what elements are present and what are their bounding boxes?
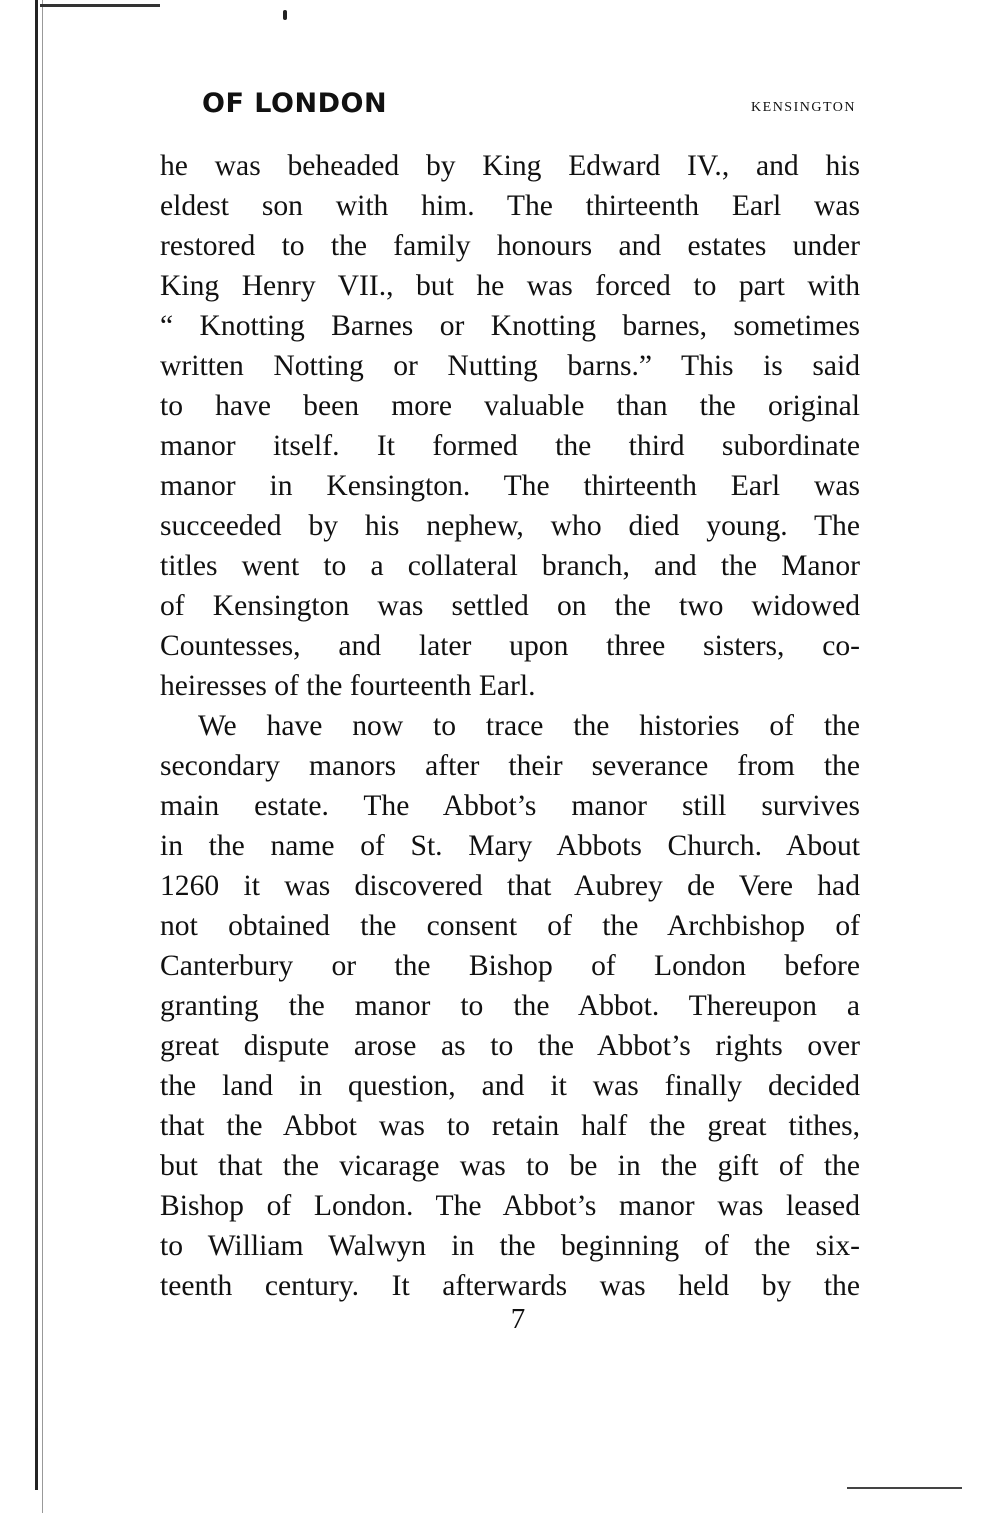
scan-edge-shadow xyxy=(35,0,38,1490)
text-line: to William Walwyn in the beginning of the six- xyxy=(160,1230,860,1262)
text-line: written Notting or Nutting barns.” This is said xyxy=(160,350,860,382)
scan-top-mark xyxy=(40,4,160,7)
page-number: 7 xyxy=(510,1303,526,1335)
text-line: but that the vicarage was to be in the gift of the xyxy=(160,1150,860,1182)
text-line: 1260 it was discovered that Aubrey de Vere had xyxy=(160,870,860,902)
text-line: main estate. The Abbot’s manor still survives xyxy=(160,790,860,822)
running-head-section: KENSINGTON xyxy=(751,100,856,115)
running-head xyxy=(160,88,860,128)
text-line: manor in Kensington. The thirteenth Earl was xyxy=(160,470,860,502)
text-line: in the name of St. Mary Abbots Church. About xyxy=(160,830,860,862)
text-line: Bishop of London. The Abbot’s manor was leased xyxy=(160,1190,860,1222)
text-line: of Kensington was settled on the two widowed xyxy=(160,590,860,622)
text-line: Countesses, and later upon three sisters, co- xyxy=(160,630,860,662)
text-line: Canterbury or the Bishop of London before xyxy=(160,950,860,982)
text-line: that the Abbot was to retain half the great tithes, xyxy=(160,1110,860,1142)
text-line: succeeded by his nephew, who died young. The xyxy=(160,510,860,542)
text-line: titles went to a collateral branch, and the Manor xyxy=(160,550,860,582)
text-line: great dispute arose as to the Abbot’s rights over xyxy=(160,1030,860,1062)
body-text xyxy=(160,146,860,1306)
text-line: restored to the family honours and estates under xyxy=(160,230,860,262)
scan-dot-mark xyxy=(283,10,287,20)
text-line: not obtained the consent of the Archbishop of xyxy=(160,910,860,942)
text-line: he was beheaded by King Edward IV., and his xyxy=(160,150,860,182)
text-line: to have been more valuable than the original xyxy=(160,390,860,422)
text-line: secondary manors after their severance from the xyxy=(160,750,860,782)
text-line: King Henry VII., but he was forced to part with xyxy=(160,270,860,302)
scan-edge-line xyxy=(42,0,43,1513)
text-line: granting the manor to the Abbot. Thereupon a xyxy=(160,990,860,1022)
text-line: the land in question, and it was finally decided xyxy=(160,1070,860,1102)
text-line: teenth century. It afterwards was held by the xyxy=(160,1270,860,1302)
text-line: eldest son with him. The thirteenth Earl was xyxy=(160,190,860,222)
text-line: manor itself. It formed the third subordinate xyxy=(160,430,860,462)
text-line: “ Knotting Barnes or Knotting barnes, sometimes xyxy=(160,310,860,342)
running-head-title: OF LONDON xyxy=(202,88,388,119)
scan-bottom-mark xyxy=(847,1487,962,1489)
text-line: heiresses of the fourteenth Earl. xyxy=(160,670,536,702)
text-line: We have now to trace the histories of the xyxy=(198,710,860,742)
